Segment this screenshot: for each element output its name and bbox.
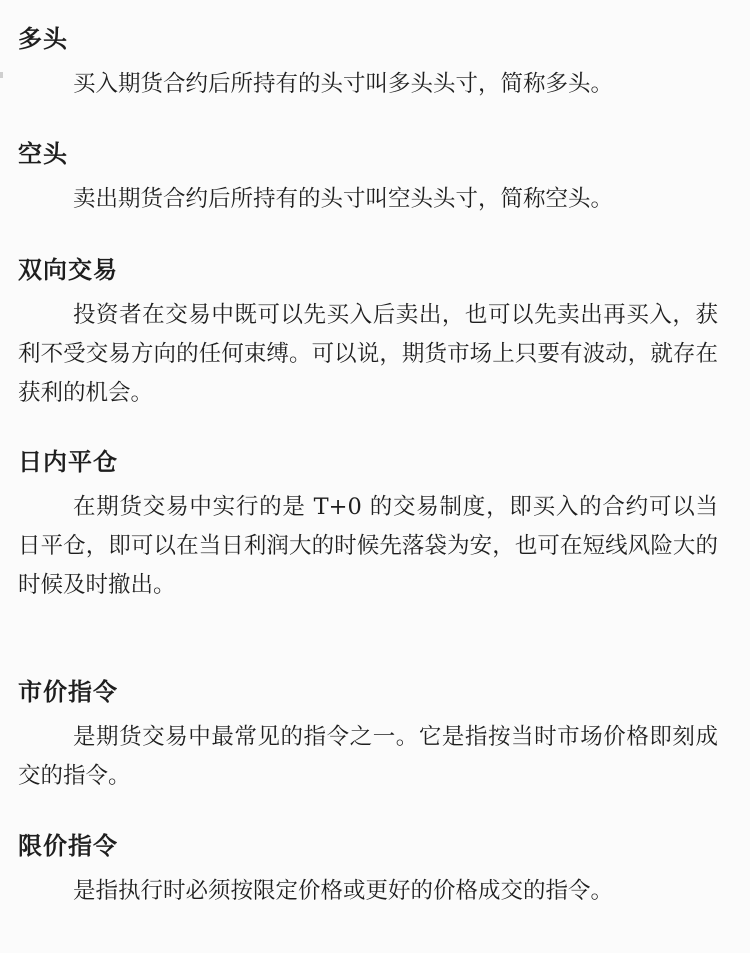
scan-edge-mark: [0, 72, 3, 78]
term-heading: 多头: [18, 25, 68, 53]
term-heading: 日内平仓: [18, 448, 118, 476]
glossary-entry-limit-order: [18, 832, 718, 911]
glossary-entry-two-way-trading: [18, 256, 718, 413]
glossary-entry-market-order: [18, 678, 718, 796]
term-heading: 双向交易: [18, 256, 118, 284]
term-heading: 空头: [18, 140, 68, 168]
glossary-entry-long-position: [18, 25, 718, 104]
term-definition: 卖出期货合约后所持有的头寸叫空头头寸，简称空头。: [73, 186, 614, 212]
term-definition: 在期货交易中实行的是 T+0 的交易制度，即买入的合约可以当日平仓，即可以在当日利润大的时候先落袋为安，也可在短线风险大的时候及时撤出。: [18, 494, 718, 598]
term-definition: 买入期货合约后所持有的头寸叫多头头寸，简称多头。: [73, 71, 614, 97]
term-definition: 是指执行时必须按限定价格或更好的价格成交的指令。: [73, 878, 614, 904]
glossary-entry-intraday-close: [18, 448, 718, 605]
term-definition: 投资者在交易中既可以先买入后卖出，也可以先卖出再买入，获利不受交易方向的任何束缚。可以说，期货市场上只要有波动，就存在获利的机会。: [18, 302, 718, 406]
term-heading: 限价指令: [18, 832, 118, 860]
glossary-entry-short-position: [18, 140, 718, 219]
term-heading: 市价指令: [18, 678, 118, 706]
term-definition: 是期货交易中最常见的指令之一。它是指按当时市场价格即刻成交的指令。: [18, 724, 718, 789]
